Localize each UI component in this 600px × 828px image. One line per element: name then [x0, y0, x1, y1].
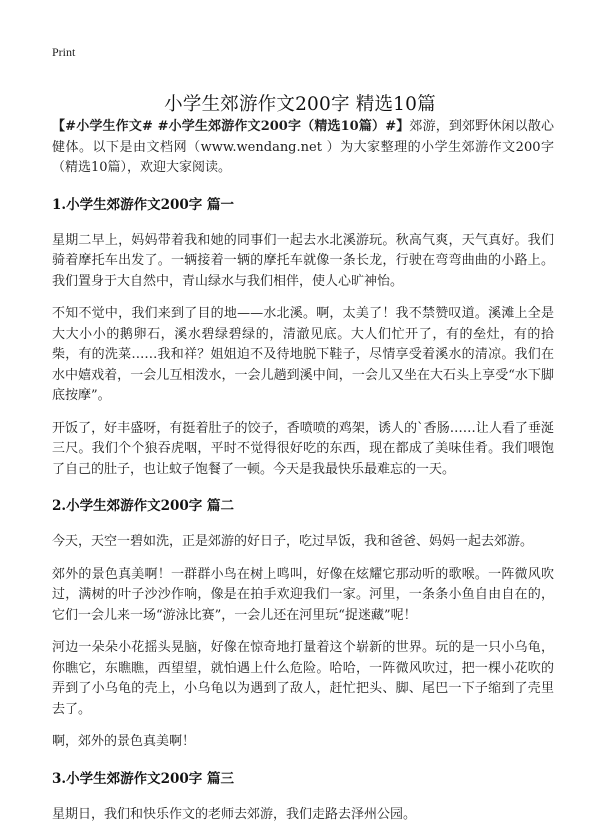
print-label: Print — [52, 45, 76, 59]
section-2-paragraph-2: 郊外的景色真美啊！一群群小鸟在树上鸣叫，好像在炫耀它那动听的歌喉。一阵微风吹过，满树的叶子沙沙作响，像是在拍手欢迎我们一家。河里，一条条小鱼自由自在的，它们一会儿来一场“游泳比赛”，一会儿还在河里玩“捉迷藏”呢！ — [52, 566, 554, 623]
section-2-paragraph-4: 啊，郊外的景色真美啊！ — [52, 734, 196, 749]
section-3-paragraph-1: 星期日，我们和快乐作文的老师去郊游，我们走路去泽州公园。 — [52, 806, 417, 822]
section-2-paragraph-1: 今天，天空一碧如洗，正是郊游的好日子，吃过早饭，我和爸爸、妈妈一起去郊游。 — [52, 534, 534, 549]
section-heading-2: 2.小学生郊游作文200字 篇二 — [52, 498, 234, 514]
section-1-paragraph-2: 不知不觉中，我们来到了目的地——水北溪。啊，太美了！我不禁赞叹道。溪滩上全是大大小小的鹅卵石，溪水碧绿碧绿的，清澈见底。大人们忙开了，有的垒灶，有的拾柴，有的洗菜……我和祥？姐姐迫不及待地脱下鞋子，尽情享受着溪水的清凉。我们在水中嬉戏着，一会儿互相泼水，一会儿趟到溪中间，一会儿又坐在大石头上享受“水下脚底按摩”。 — [52, 306, 554, 403]
page-title: 小学生郊游作文200字 精选10篇 — [164, 94, 436, 116]
section-2-paragraph-3: 河边一朵朵小花摇头晃脑，好像在惊奇地打量着这个崭新的世界。玩的是一只小乌龟，你瞧它，东瞧瞧，西望望，就怕遇上什么危险。哈哈，一阵微风吹过，把一棵小花吹的弄到了小乌龟的壳上，小乌龟以为遇到了敌人，赶忙把头、脚、尾巴一下子缩到了壳里去了。 — [52, 640, 554, 717]
intro-text: 郊游，到郊野休闲以散心健体。以下是由文档网（www.wendang.net ）为大家整理的小学生郊游作文200字（精选10篇），欢迎大家阅读。 — [52, 119, 554, 175]
section-heading-3: 3.小学生郊游作文200字 篇三 — [52, 770, 234, 787]
section-1-paragraph-3: 开饭了，好丰盛呀，有挺着肚子的饺子，香喷喷的鸡架，诱人的`香肠……让人看了垂涎三尺。我们个个狼吞虎咽，平时不觉得很好吃的东西，现在都成了美味佳肴。我们喂饱了自己的肚子，也让蚊子饱餐了一顿。今天是我最快乐最难忘的一天。 — [52, 420, 554, 477]
section-1-paragraph-1: 星期二早上，妈妈带着我和她的同事们一起去水北溪游玩。秋高气爽，天气真好。我们骑着摩托车出发了。一辆接着一辆的摩托车就像一条长龙，行驶在弯弯曲曲的小路上。我们置身于大自然中，青山绿水与我们相伴，使人心旷神怡。 — [52, 232, 554, 289]
intro-paragraph — [52, 117, 554, 179]
article-body — [52, 117, 554, 825]
intro-tag: 【#小学生作文# #小学生郊游作文200字（精选10篇）#】 — [52, 119, 410, 134]
section-heading-1: 1.小学生郊游作文200字 篇一 — [52, 196, 234, 213]
